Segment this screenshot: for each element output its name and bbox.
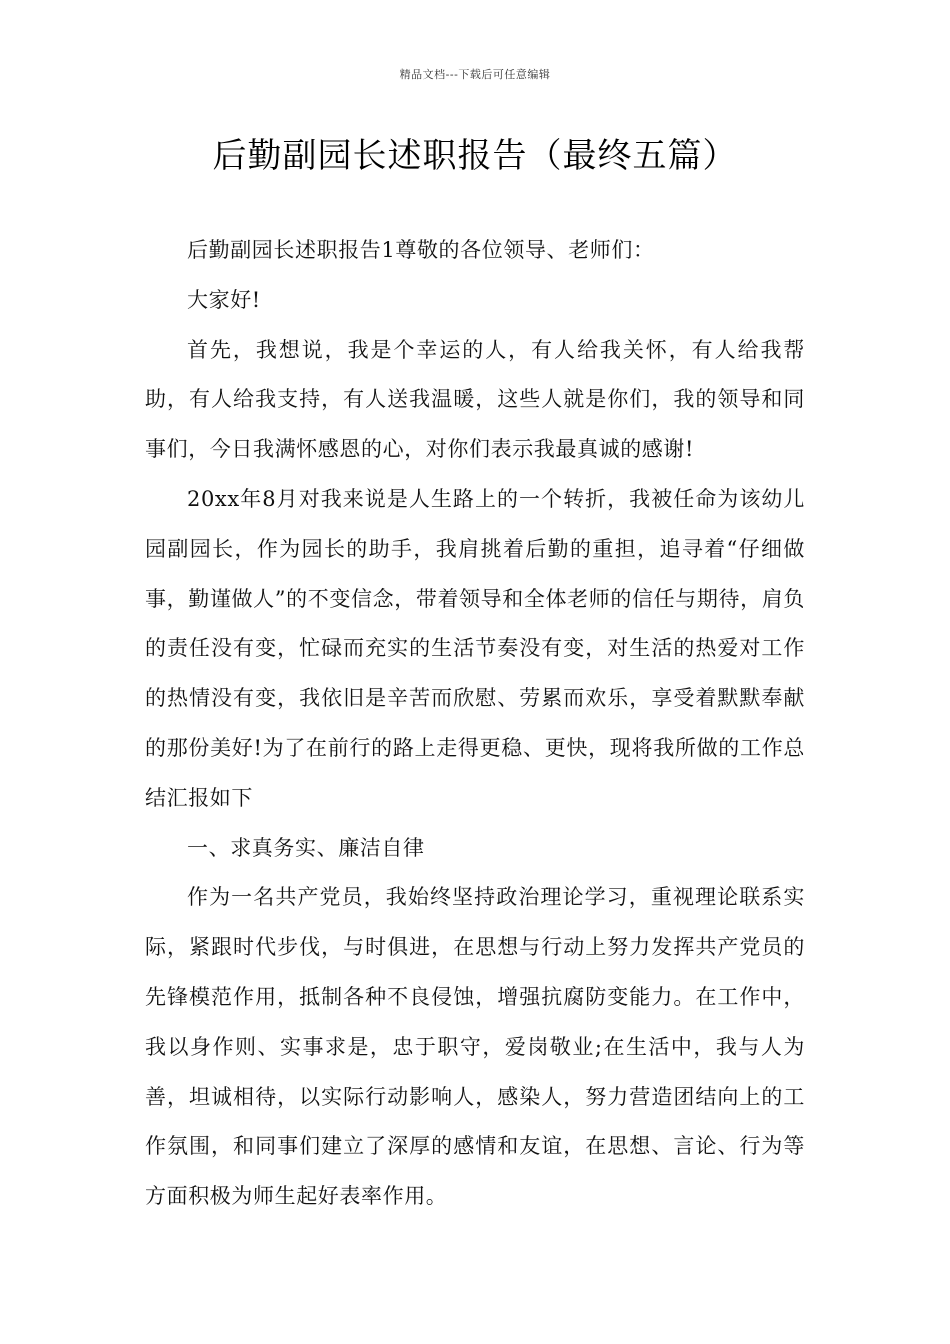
header-note: 精品文档---下载后可任意编辑	[399, 68, 551, 81]
paragraph-thanks: 首先，我想说，我是个幸运的人，有人给我关怀，有人给我帮助，有人给我支持，有人送我温暖，这些人就是你们，我的领导和同事们，今日我满怀感恩的心，对你们表示我最真诚的感谢!	[145, 337, 805, 462]
document-title: 后勤副园长述职报告（最终五篇）	[212, 136, 738, 176]
section-heading-1: 一、求真务实、廉洁自律	[187, 835, 425, 860]
paragraph-hello: 大家好!	[187, 287, 261, 312]
paragraph-appointment: 20xx年8月对我来说是人生路上的一个转折，我被任命为该幼儿园副园长，作为园长的助手，我肩挑着后勤的重担，追寻着“仔细做事，勤谨做人”的不变信念，带着领导和全体老师的信任与期待，肩负的责任没有变，忙碌而充实的生活节奏没有变，对生活的热爱对工作的热情没有变，我依旧是辛苦而欣慰、劳累而欢乐，享受着默默奉献的那份美好!为了在前行的路上走得更稳、更快，现将我所做的工作总结汇报如下	[145, 486, 805, 810]
document-body	[145, 226, 805, 1222]
paragraph-party-member: 作为一名共产党员，我始终坚持政治理论学习，重视理论联系实际，紧跟时代步伐，与时俱进，在思想与行动上努力发挥共产党员的先锋模范作用，抵制各种不良侵蚀，增强抗腐防变能力。在工作中，我以身作则、实事求是，忠于职守，爱岗敬业;在生活中，我与人为善，坦诚相待，以实际行动影响人，感染人，努力营造团结向上的工作氛围，和同事们建立了深厚的感情和友谊，在思想、言论、行为等方面积极为师生起好表率作用。	[145, 885, 805, 1209]
paragraph-greeting: 后勤副园长述职报告1尊敬的各位领导、老师们：	[187, 238, 655, 262]
